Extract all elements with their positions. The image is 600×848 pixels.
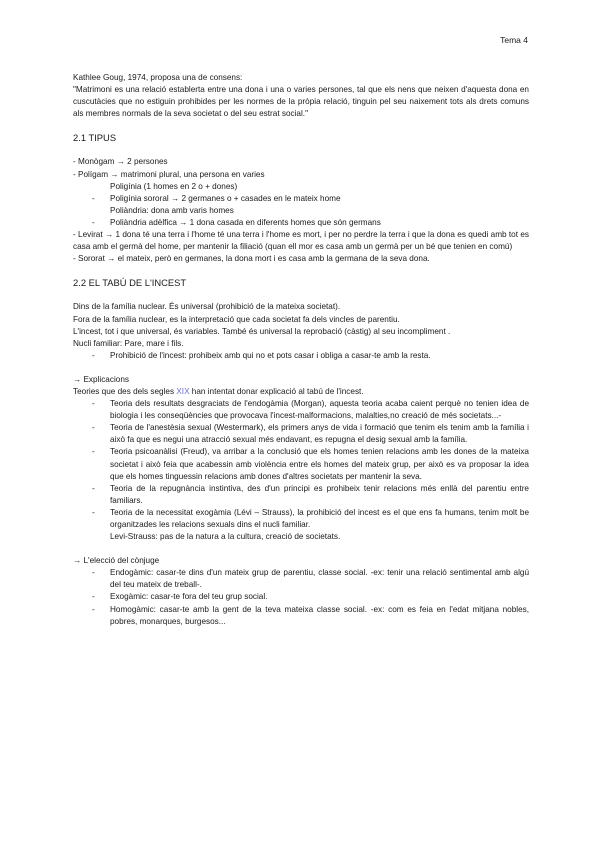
explanations-title: → Explicacions [73, 374, 129, 384]
century-xix: XIX [176, 386, 190, 396]
type-monogam: - Monògam → 2 persones [73, 157, 168, 167]
choice-exogamic: - Exogàmic: casar-te fora del teu grup social. [73, 591, 529, 603]
theory-repugnance: - Teoria de la repugnància instintiva, des d'un principi es prohibeix tenir relacions més enllà del parentiu entre familiars. [73, 483, 529, 507]
choice-homogamic: - Homogàmic: casar-te amb la gent de la teva mateixa classe social. -ex: com es feia en l'edat mitjana nobles, pobres, monarques, burgesos... [73, 604, 529, 628]
incest-prohibition: - Prohibició de l'incest: prohibeix amb qui no et pots casar i obliga a casar-te amb la resta. [73, 350, 529, 362]
type-levirat: - Levirat → 1 dona té una terra i l'home té una terra i l'home es mort, i per no perdre la terra i que la dona es quedi amb tot es casa amb el germà del home, per mantenir la filiació (quan ell mor es casa amb un germà per un bé que tenien en comú) [73, 230, 529, 252]
type-sororat: - Sororat → el mateix, però en germanes, la dona mort i es casa amb la germana de la seva dona. [73, 254, 430, 264]
type-poliandria-adelfica: - Poliàndria adèlfica → 1 dona casada en diferents homes que són germans [73, 217, 529, 229]
intro-line: Kathlee Goug, 1974, proposa una de consens: [73, 73, 243, 82]
theory-levi-strauss-note: Levi-Strauss: pas de la natura a la cultura, creació de societats. [110, 532, 341, 542]
type-poliginia: Poligínia (1 homes en 2 o + dones) [110, 181, 238, 191]
topic-header: Tema 4 [500, 35, 528, 45]
theory-freud: - Teoria psicoanàlisi (Freud), va arribar a la conclusió que els homes tenien relacions amb les dones de la mateixa societat i això feia que acabessin amb violència entre els homes del mateix grup, per això es va proposar la idea que els homes tinguessin relacions amb dones d'altres societats per mantenir la seva. [73, 446, 529, 482]
incest-line-3: L'incest, tot i que universal, és variables. També és universal la reprobació (càstig) al seu incompliment . [73, 326, 451, 336]
document-body [73, 72, 529, 628]
type-poligam: - Polígam → matrimoni plural, una persona en varies [73, 169, 265, 179]
type-poliginia-sororal: - Poligínia sororal → 2 germanes o + casades en le mateix home [73, 193, 529, 205]
intro-quote: "Matrimoni es una relació establerta entre una dona i una o varies persones, tal que els nens que neixen d'aquesta dona en cuscutàcies que no estiguin prohibides per les normes de la pròpia relació, tinguin pel seu naixement tots als drets comuns als membres normals de la seva societat o del seu estrat social." [73, 85, 529, 119]
section-2-1-title: 2.1 TIPUS [73, 132, 117, 144]
choice-endogamic: - Endogàmic: casar-te dins d'un mateix grup de parentiu, classe social. -ex: tenir una relació sentimental amb algú del teu mateix de treball-. [73, 567, 529, 591]
theory-westermark: - Teoria de l'anestèsia sexual (Westermark), els primers anys de vida i formació que tenim els tenim amb la família i això fa que es negui una atracció sexual més endavant, es repugna el desig sexual amb la família. [73, 422, 529, 446]
type-poliandria: Poliàndria: dona amb varis homes [110, 205, 234, 215]
incest-line-1: Dins de la família nuclear. És universal (prohibició de la mateixa societat). [73, 302, 341, 312]
incest-line-2: Fora de la família nuclear, es la interpretació que cada societat fa dels vincles de parentiu. [73, 314, 400, 324]
explanations-intro: Teories que des dels segles XIX han intentat donar explicació al tabú de l'incest. [73, 386, 364, 396]
theory-levi-strauss: - Teoria de la necessitat exogàmia (Lévi – Strauss), la prohibició del incest es el que ens fa humans, tenim molt be organitzades les relacions sexuals dins el nucli familiar. [73, 507, 529, 531]
section-2-2-title: 2.2 EL TABÚ DE L'INCEST [73, 277, 187, 289]
incest-line-4: Nucli familiar: Pare, mare i fils. [73, 338, 184, 348]
spouse-choice-title: → L'elecció del cònjuge [73, 556, 160, 566]
theory-morgan: - Teoria dels resultats desgraciats de l'endogàmia (Morgan), aquesta teoria acaba caient perquè no tenien idea de biologia i les conseqüències que provocava l'incest-malformacions, malalties,no creació de més societats...- [73, 398, 529, 422]
